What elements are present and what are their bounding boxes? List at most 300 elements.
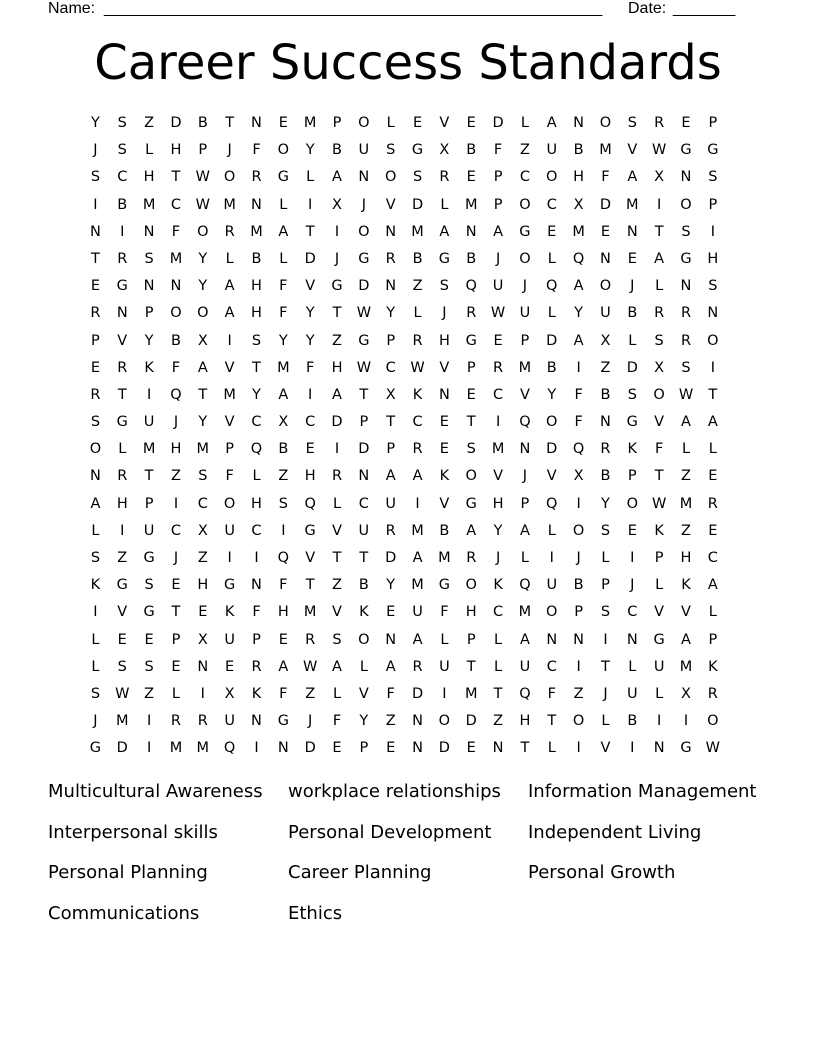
grid-letter[interactable]: U <box>492 278 504 295</box>
grid-letter[interactable]: A <box>573 278 584 295</box>
grid-letter[interactable]: L <box>386 115 395 131</box>
grid-letter[interactable]: V <box>439 359 450 376</box>
grid-letter[interactable]: X <box>385 386 396 403</box>
grid-letter[interactable]: N <box>412 740 423 757</box>
grid-letter[interactable]: L <box>628 332 637 349</box>
grid-letter[interactable]: S <box>600 522 611 539</box>
grid-letter[interactable]: H <box>116 495 128 512</box>
grid-letter[interactable]: Y <box>252 386 261 403</box>
grid-letter[interactable]: G <box>411 142 424 159</box>
grid-letter[interactable]: P <box>520 332 530 349</box>
grid-letter[interactable]: T <box>654 223 664 240</box>
grid-letter[interactable]: E <box>90 359 100 376</box>
grid-letter[interactable]: V <box>654 414 665 431</box>
grid-letter[interactable]: H <box>519 713 531 730</box>
grid-letter[interactable]: T <box>466 658 476 675</box>
grid-letter[interactable]: Z <box>117 550 128 566</box>
grid-letter[interactable]: D <box>411 685 424 702</box>
grid-letter[interactable]: B <box>251 250 262 267</box>
grid-letter[interactable]: S <box>198 468 208 485</box>
grid-letter[interactable]: F <box>252 142 261 159</box>
grid-letter[interactable]: K <box>90 577 101 594</box>
grid-letter[interactable]: B <box>466 250 477 267</box>
grid-letter[interactable]: W <box>356 305 372 322</box>
grid-letter[interactable]: G <box>465 495 477 512</box>
grid-letter[interactable]: L <box>601 713 610 730</box>
grid-letter[interactable]: N <box>438 386 450 403</box>
grid-letter[interactable]: Q <box>572 250 585 267</box>
grid-letter[interactable]: D <box>358 278 370 295</box>
grid-letter[interactable]: L <box>494 658 503 675</box>
grid-letter[interactable]: T <box>305 577 315 594</box>
grid-letter[interactable]: W <box>356 359 372 376</box>
grid-letter[interactable]: P <box>520 495 530 512</box>
grid-letter[interactable]: N <box>600 250 611 267</box>
grid-letter[interactable]: Y <box>278 332 288 349</box>
grid-letter[interactable]: Q <box>546 495 558 512</box>
grid-letter[interactable]: M <box>116 713 129 730</box>
grid-letter[interactable]: N <box>465 223 477 240</box>
grid-letter[interactable]: U <box>519 305 531 322</box>
grid-letter[interactable]: M <box>169 740 183 757</box>
grid-letter[interactable]: N <box>626 631 638 648</box>
grid-letter[interactable]: U <box>224 631 235 648</box>
grid-letter[interactable]: V <box>493 468 504 485</box>
grid-letter[interactable]: R <box>493 359 504 376</box>
grid-letter[interactable]: E <box>708 468 718 485</box>
grid-letter[interactable]: O <box>197 223 209 240</box>
grid-letter[interactable]: F <box>493 142 503 159</box>
grid-letter[interactable]: R <box>385 250 396 267</box>
grid-letter[interactable]: G <box>519 223 531 240</box>
grid-letter[interactable]: U <box>143 414 155 431</box>
grid-letter[interactable]: Z <box>385 713 396 730</box>
grid-letter[interactable]: O <box>358 223 370 240</box>
grid-letter[interactable]: M <box>411 577 424 594</box>
grid-letter[interactable]: F <box>279 278 288 295</box>
grid-letter[interactable]: E <box>90 278 100 295</box>
grid-letter[interactable]: R <box>170 713 181 730</box>
grid-letter[interactable]: L <box>359 658 368 675</box>
grid-letter[interactable]: C <box>117 169 128 186</box>
grid-letter[interactable]: F <box>574 414 583 431</box>
grid-letter[interactable]: H <box>680 550 692 566</box>
grid-letter[interactable]: B <box>627 713 638 730</box>
grid-letter[interactable]: S <box>90 550 101 566</box>
grid-letter[interactable]: J <box>630 278 635 295</box>
grid-letter[interactable]: K <box>627 441 638 458</box>
grid-letter[interactable]: N <box>89 223 101 240</box>
grid-letter[interactable]: W <box>410 359 425 376</box>
grid-letter[interactable]: M <box>679 658 693 675</box>
grid-letter[interactable]: I <box>710 359 715 376</box>
grid-letter[interactable]: M <box>303 604 317 621</box>
grid-letter[interactable]: X <box>681 685 691 702</box>
grid-letter[interactable]: C <box>707 550 718 566</box>
grid-letter[interactable]: V <box>358 685 369 702</box>
grid-letter[interactable]: O <box>384 169 397 186</box>
grid-letter[interactable]: W <box>195 196 210 213</box>
grid-letter[interactable]: R <box>600 441 611 458</box>
grid-letter[interactable]: L <box>306 169 315 186</box>
grid-letter[interactable]: O <box>519 250 531 267</box>
grid-letter[interactable]: B <box>412 250 423 267</box>
grid-letter[interactable]: A <box>332 386 342 403</box>
grid-letter[interactable]: I <box>657 196 662 213</box>
grid-letter[interactable]: U <box>626 685 638 702</box>
grid-letter[interactable]: C <box>305 414 316 431</box>
grid-letter[interactable]: I <box>334 441 340 458</box>
grid-letter[interactable]: V <box>224 414 235 431</box>
grid-letter[interactable]: M <box>303 115 317 131</box>
grid-letter[interactable]: D <box>116 740 128 757</box>
grid-letter[interactable]: N <box>573 631 585 648</box>
grid-letter[interactable]: R <box>90 305 101 322</box>
grid-letter[interactable]: V <box>519 386 530 403</box>
grid-letter[interactable]: V <box>332 604 342 621</box>
grid-letter[interactable]: M <box>518 604 532 621</box>
grid-letter[interactable]: F <box>279 577 288 594</box>
grid-letter[interactable]: S <box>144 658 154 675</box>
grid-letter[interactable]: U <box>224 713 235 730</box>
grid-letter[interactable]: T <box>466 414 476 431</box>
grid-letter[interactable]: F <box>654 441 664 458</box>
grid-letter[interactable]: E <box>708 522 718 539</box>
grid-letter[interactable]: P <box>386 332 396 349</box>
grid-letter[interactable]: T <box>90 250 100 267</box>
grid-letter[interactable]: X <box>573 468 584 485</box>
grid-letter[interactable]: M <box>250 223 263 240</box>
grid-letter[interactable]: I <box>630 550 635 566</box>
grid-letter[interactable]: F <box>225 468 234 485</box>
grid-letter[interactable]: E <box>547 223 557 240</box>
grid-letter[interactable]: I <box>120 223 125 240</box>
grid-letter[interactable]: A <box>385 468 396 485</box>
grid-letter[interactable]: J <box>361 196 366 213</box>
grid-letter[interactable]: T <box>171 604 181 621</box>
grid-letter[interactable]: A <box>278 386 289 403</box>
grid-letter[interactable]: C <box>493 386 504 403</box>
grid-letter[interactable]: X <box>654 169 665 186</box>
grid-letter[interactable]: U <box>546 577 558 594</box>
grid-letter[interactable]: O <box>599 115 612 131</box>
grid-letter[interactable]: I <box>146 713 152 730</box>
grid-letter[interactable]: N <box>546 631 558 648</box>
grid-letter[interactable]: H <box>170 142 182 159</box>
grid-letter[interactable]: X <box>600 332 611 349</box>
grid-letter[interactable]: V <box>385 196 396 213</box>
grid-letter[interactable]: S <box>278 495 288 512</box>
grid-letter[interactable]: V <box>117 332 128 349</box>
grid-letter[interactable]: T <box>708 386 718 403</box>
grid-letter[interactable]: M <box>626 196 639 213</box>
grid-letter[interactable]: Z <box>144 115 155 131</box>
grid-letter[interactable]: X <box>332 196 342 213</box>
grid-letter[interactable]: P <box>386 441 396 458</box>
grid-letter[interactable]: F <box>440 604 449 621</box>
grid-letter[interactable]: M <box>223 386 236 403</box>
grid-letter[interactable]: M <box>518 359 532 376</box>
grid-letter[interactable]: B <box>466 142 477 159</box>
grid-letter[interactable]: E <box>439 441 449 458</box>
grid-letter[interactable]: A <box>573 332 584 349</box>
grid-letter[interactable]: Q <box>223 740 236 757</box>
grid-letter[interactable]: H <box>251 495 262 512</box>
grid-letter[interactable]: S <box>144 577 154 594</box>
grid-letter[interactable]: A <box>224 278 235 295</box>
grid-letter[interactable]: N <box>492 740 504 757</box>
grid-letter[interactable]: N <box>170 278 182 295</box>
grid-letter[interactable]: I <box>415 495 420 512</box>
grid-letter[interactable]: E <box>493 332 503 349</box>
grid-letter[interactable]: T <box>198 386 208 403</box>
grid-letter[interactable]: H <box>251 305 262 322</box>
grid-letter[interactable]: T <box>386 414 396 431</box>
grid-letter[interactable]: E <box>171 577 181 594</box>
grid-letter[interactable]: J <box>576 550 581 566</box>
grid-letter[interactable]: M <box>223 196 236 213</box>
grid-letter[interactable]: Q <box>170 386 182 403</box>
grid-letter[interactable]: D <box>492 115 504 131</box>
grid-letter[interactable]: J <box>173 414 179 431</box>
grid-letter[interactable]: M <box>411 223 424 240</box>
grid-letter[interactable]: R <box>305 631 316 648</box>
grid-letter[interactable]: M <box>277 359 290 376</box>
grid-letter[interactable]: E <box>466 169 476 186</box>
grid-letter[interactable]: I <box>576 658 581 675</box>
grid-letter[interactable]: V <box>332 522 342 539</box>
grid-letter[interactable]: Z <box>493 713 504 730</box>
grid-letter[interactable]: P <box>601 577 610 594</box>
grid-letter[interactable]: O <box>89 441 102 458</box>
grid-letter[interactable]: A <box>627 169 638 186</box>
grid-letter[interactable]: C <box>412 414 423 431</box>
grid-letter[interactable]: A <box>466 522 477 539</box>
grid-letter[interactable]: L <box>332 495 342 512</box>
grid-letter[interactable]: V <box>681 604 691 621</box>
grid-letter[interactable]: N <box>385 631 397 648</box>
grid-letter[interactable]: S <box>627 386 637 403</box>
grid-letter[interactable]: P <box>466 631 476 648</box>
grid-letter[interactable]: I <box>308 386 313 403</box>
grid-letter[interactable]: F <box>171 223 181 240</box>
grid-letter[interactable]: F <box>171 359 181 376</box>
grid-letter[interactable]: A <box>707 577 718 594</box>
grid-letter[interactable]: Y <box>198 250 208 267</box>
grid-letter[interactable]: Z <box>197 550 208 566</box>
grid-letter[interactable]: K <box>224 604 235 621</box>
grid-letter[interactable]: G <box>116 577 128 594</box>
grid-letter[interactable]: Y <box>386 305 396 322</box>
grid-letter[interactable]: U <box>358 522 370 539</box>
grid-letter[interactable]: S <box>117 115 127 131</box>
grid-letter[interactable]: F <box>332 713 342 730</box>
grid-letter[interactable]: L <box>91 522 100 539</box>
grid-letter[interactable]: L <box>708 604 717 621</box>
grid-letter[interactable]: H <box>465 604 477 621</box>
grid-letter[interactable]: M <box>169 250 183 267</box>
grid-letter[interactable]: M <box>438 550 451 566</box>
grid-letter[interactable]: D <box>626 359 638 376</box>
grid-letter[interactable]: A <box>519 631 530 648</box>
grid-letter[interactable]: P <box>144 305 154 322</box>
grid-letter[interactable]: U <box>224 522 235 539</box>
grid-letter[interactable]: Y <box>144 332 154 349</box>
grid-letter[interactable]: I <box>442 685 447 702</box>
grid-letter[interactable]: E <box>627 522 637 539</box>
grid-letter[interactable]: M <box>142 196 156 213</box>
grid-letter[interactable]: L <box>655 577 664 594</box>
grid-letter[interactable]: T <box>117 386 127 403</box>
grid-letter[interactable]: M <box>411 522 424 539</box>
grid-letter[interactable]: N <box>143 278 155 295</box>
grid-letter[interactable]: Z <box>332 332 342 349</box>
grid-letter[interactable]: P <box>144 495 154 512</box>
grid-letter[interactable]: V <box>627 142 638 159</box>
grid-letter[interactable]: Z <box>278 468 289 485</box>
grid-letter[interactable]: C <box>627 604 638 621</box>
grid-letter[interactable]: Y <box>305 305 315 322</box>
grid-letter[interactable]: I <box>630 740 635 757</box>
grid-letter[interactable]: Y <box>386 577 396 594</box>
grid-letter[interactable]: D <box>411 196 424 213</box>
grid-letter[interactable]: I <box>200 685 205 702</box>
grid-letter[interactable]: G <box>680 740 692 757</box>
grid-letter[interactable]: I <box>146 386 152 403</box>
grid-letter[interactable]: A <box>332 169 342 186</box>
grid-letter[interactable]: R <box>331 468 343 485</box>
grid-letter[interactable]: N <box>707 305 719 322</box>
grid-letter[interactable]: C <box>251 522 262 539</box>
grid-letter[interactable]: I <box>710 223 715 240</box>
grid-letter[interactable]: U <box>653 658 665 675</box>
grid-letter[interactable]: A <box>385 658 396 675</box>
grid-letter[interactable]: T <box>252 359 261 376</box>
grid-letter[interactable]: E <box>305 441 315 458</box>
grid-letter[interactable]: E <box>117 631 127 648</box>
grid-letter[interactable]: G <box>653 631 665 648</box>
grid-letter[interactable]: E <box>332 740 342 757</box>
grid-letter[interactable]: X <box>197 332 208 349</box>
grid-letter[interactable]: G <box>89 740 102 757</box>
grid-letter[interactable]: N <box>385 223 397 240</box>
grid-letter[interactable]: S <box>144 250 154 267</box>
grid-letter[interactable]: R <box>466 305 477 322</box>
grid-letter[interactable]: S <box>654 332 664 349</box>
grid-letter[interactable]: C <box>385 359 396 376</box>
grid-letter[interactable]: N <box>251 713 262 730</box>
grid-letter[interactable]: B <box>278 441 289 458</box>
grid-letter[interactable]: C <box>170 522 182 539</box>
grid-letter[interactable]: Y <box>359 713 369 730</box>
grid-letter[interactable]: F <box>547 685 556 702</box>
grid-letter[interactable]: R <box>707 495 718 512</box>
grid-letter[interactable]: S <box>681 359 691 376</box>
grid-letter[interactable]: U <box>519 658 531 675</box>
grid-letter[interactable]: G <box>358 250 370 267</box>
grid-letter[interactable]: D <box>465 713 477 730</box>
grid-letter[interactable]: R <box>197 713 208 730</box>
grid-letter[interactable]: K <box>412 386 423 403</box>
grid-letter[interactable]: R <box>680 305 692 322</box>
grid-letter[interactable]: H <box>331 359 343 376</box>
grid-letter[interactable]: S <box>466 441 476 458</box>
grid-letter[interactable]: A <box>707 414 718 431</box>
grid-letter[interactable]: P <box>359 740 369 757</box>
grid-letter[interactable]: A <box>412 468 423 485</box>
grid-letter[interactable]: S <box>332 631 342 648</box>
grid-letter[interactable]: K <box>708 658 718 675</box>
grid-letter[interactable]: B <box>117 196 128 213</box>
grid-letter[interactable]: P <box>466 359 476 376</box>
grid-letter[interactable]: A <box>197 359 208 376</box>
grid-letter[interactable]: I <box>254 740 259 757</box>
grid-letter[interactable]: P <box>708 115 718 131</box>
grid-letter[interactable]: L <box>91 631 100 648</box>
grid-letter[interactable]: B <box>358 577 369 594</box>
grid-letter[interactable]: Y <box>198 414 208 431</box>
grid-letter[interactable]: C <box>170 196 182 213</box>
grid-letter[interactable]: O <box>465 577 477 594</box>
grid-letter[interactable]: F <box>386 685 395 702</box>
grid-letter[interactable]: Z <box>600 359 611 376</box>
grid-letter[interactable]: T <box>359 550 369 566</box>
grid-letter[interactable]: J <box>93 142 98 159</box>
grid-letter[interactable]: Y <box>198 278 208 295</box>
grid-letter[interactable]: X <box>654 359 665 376</box>
grid-letter[interactable]: C <box>546 196 557 213</box>
grid-letter[interactable]: D <box>546 332 558 349</box>
grid-letter[interactable]: N <box>680 278 692 295</box>
grid-letter[interactable]: A <box>278 658 289 675</box>
grid-letter[interactable]: Q <box>304 495 316 512</box>
grid-letter[interactable]: E <box>439 414 449 431</box>
grid-letter[interactable]: N <box>251 115 262 131</box>
grid-letter[interactable]: T <box>332 305 342 322</box>
grid-letter[interactable]: O <box>519 196 531 213</box>
grid-letter[interactable]: B <box>170 332 181 349</box>
grid-letter[interactable]: Y <box>574 305 584 322</box>
grid-letter[interactable]: E <box>171 658 181 675</box>
grid-letter[interactable]: E <box>627 250 637 267</box>
grid-letter[interactable]: L <box>601 550 610 566</box>
grid-letter[interactable]: A <box>412 631 423 648</box>
grid-letter[interactable]: L <box>171 685 180 702</box>
grid-letter[interactable]: Q <box>519 414 531 431</box>
grid-letter[interactable]: P <box>708 196 718 213</box>
grid-letter[interactable]: G <box>224 577 236 594</box>
grid-letter[interactable]: B <box>573 142 584 159</box>
date-field-line[interactable]: _______ <box>673 0 736 17</box>
grid-letter[interactable]: Z <box>412 278 423 295</box>
grid-letter[interactable]: F <box>306 359 315 376</box>
grid-letter[interactable]: N <box>519 441 531 458</box>
grid-letter[interactable]: I <box>173 495 179 512</box>
grid-letter[interactable]: N <box>143 223 155 240</box>
grid-letter[interactable]: O <box>546 169 558 186</box>
grid-letter[interactable]: O <box>546 604 558 621</box>
grid-letter[interactable]: N <box>412 713 423 730</box>
grid-letter[interactable]: O <box>438 713 451 730</box>
grid-letter[interactable]: M <box>491 441 505 458</box>
grid-letter[interactable]: B <box>600 468 611 485</box>
name-field-line[interactable]: ________________________________________________________ <box>104 0 603 17</box>
grid-letter[interactable]: E <box>278 115 288 131</box>
grid-letter[interactable]: I <box>603 631 608 648</box>
grid-letter[interactable]: W <box>705 740 720 757</box>
grid-letter[interactable]: R <box>680 332 692 349</box>
grid-letter[interactable]: I <box>93 196 98 213</box>
